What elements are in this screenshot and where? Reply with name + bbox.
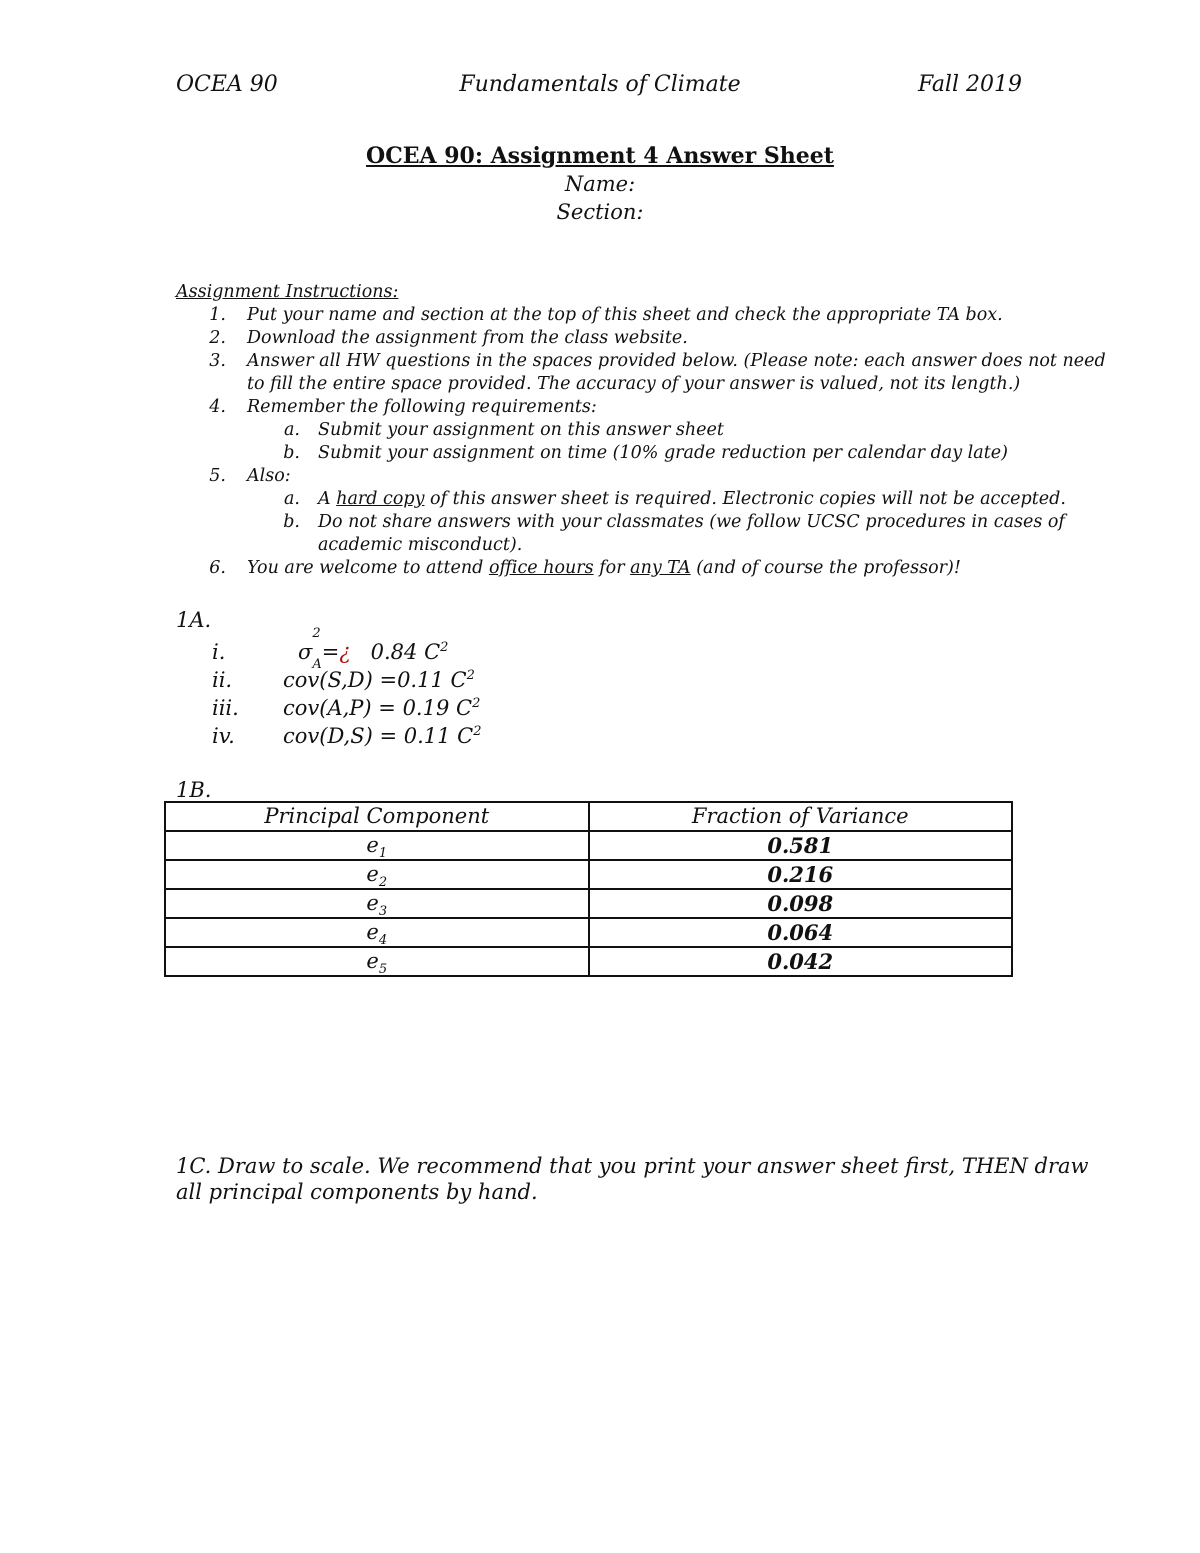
instructions-heading: Assignment Instructions:	[176, 282, 399, 302]
question-1c-line-2: all principal components by hand.	[176, 1180, 538, 1204]
section-label: Section:	[556, 200, 644, 224]
list-text: Download the assignment from the class website.	[247, 328, 688, 348]
table-row	[165, 947, 1012, 976]
office-hours-emphasis: office hours	[488, 558, 594, 578]
header-course-title: Fundamentals of Climate	[459, 72, 741, 97]
table-row	[165, 889, 1012, 918]
list-number: 2.	[209, 328, 226, 348]
list-letter: b.	[283, 443, 300, 463]
answer-1a-i: σ 2 $_A$=¿ 0.84 $C^2$	[298, 626, 449, 673]
column-header-fraction-of-variance: Fraction of Variance	[589, 802, 1013, 831]
table-row	[165, 831, 1012, 860]
header-course-code: OCEA 90	[176, 72, 278, 97]
any-ta-emphasis: any TA	[630, 558, 691, 578]
pc-cell: $e_2$	[165, 860, 589, 889]
table-header-row	[165, 802, 1012, 831]
instruction-5b-continued: academic misconduct).	[318, 535, 523, 555]
list-letter: a.	[284, 489, 300, 509]
page-title: OCEA 90: Assignment 4 Answer Sheet	[366, 143, 834, 169]
answer-1a-iii-number: iii.	[212, 696, 239, 720]
list-text: Put your name and section at the top of this sheet and check the appropriate TA box.	[247, 305, 1003, 325]
variance-cell: 0.216	[589, 860, 1013, 889]
answer-1a-iv: cov(D,S) = 0.11 $C^2$	[283, 724, 482, 748]
pc-cell: $e_1$	[165, 831, 589, 860]
column-header-principal-component: Principal Component	[165, 802, 589, 831]
answer-1a-ii-number: ii.	[212, 668, 233, 692]
list-text: Do not share answers with your classmates (we follow UCSC procedures in cases of	[318, 512, 1065, 532]
pc-cell: $e_5$	[165, 947, 589, 976]
answer-1a-ii: cov(S,D) =0.11 $C^2$	[283, 668, 475, 692]
header-term: Fall 2019	[918, 72, 1022, 97]
table-row	[165, 860, 1012, 889]
list-number: 6.	[209, 558, 226, 578]
list-number: 3.	[209, 351, 226, 371]
table-row	[165, 918, 1012, 947]
answer-1a-i-number: i.	[212, 640, 226, 664]
list-text: Submit your assignment on this answer sheet	[318, 420, 724, 440]
variance-cell: 0.581	[589, 831, 1013, 860]
question-1a-label: 1A.	[176, 608, 212, 632]
variance-cell: 0.064	[589, 918, 1013, 947]
list-number: 5.	[209, 466, 226, 486]
hard-copy-emphasis: hard copy	[336, 489, 425, 509]
answer-1a-iv-number: iv.	[212, 724, 235, 748]
list-text: Answer all HW questions in the spaces provided below. (Please note: each answer does not need	[247, 351, 1106, 371]
pc-cell: $e_3$	[165, 889, 589, 918]
list-number: 4.	[209, 397, 226, 417]
list-number: 1.	[209, 305, 226, 325]
principal-components-table	[164, 801, 1013, 977]
instruction-3-continued: to fill the entire space provided. The accuracy of your answer is valued, not its length.)	[247, 374, 1021, 394]
list-text: Submit your assignment on time (10% grade reduction per calendar day late)	[318, 443, 1008, 463]
answer-1a-iii: cov(A,P) = 0.19 $C^2$	[283, 696, 481, 720]
pc-cell: $e_4$	[165, 918, 589, 947]
list-text: A hard copy of this answer sheet is required. Electronic copies will not be accepted.	[318, 489, 1066, 509]
name-label: Name:	[564, 172, 636, 196]
variance-cell: 0.098	[589, 889, 1013, 918]
question-1c-line-1: 1C. Draw to scale. We recommend that you print your answer sheet first, THEN draw	[176, 1154, 1089, 1178]
list-letter: b.	[283, 512, 300, 532]
list-text: Remember the following requirements:	[247, 397, 597, 417]
list-letter: a.	[284, 420, 300, 440]
broken-equation-glyph: ¿	[339, 640, 351, 664]
list-text: You are welcome to attend office hours for any TA (and of course the professor)!	[247, 558, 961, 578]
list-text: Also:	[247, 466, 291, 486]
question-1b-label: 1B.	[176, 778, 212, 802]
variance-cell: 0.042	[589, 947, 1013, 976]
